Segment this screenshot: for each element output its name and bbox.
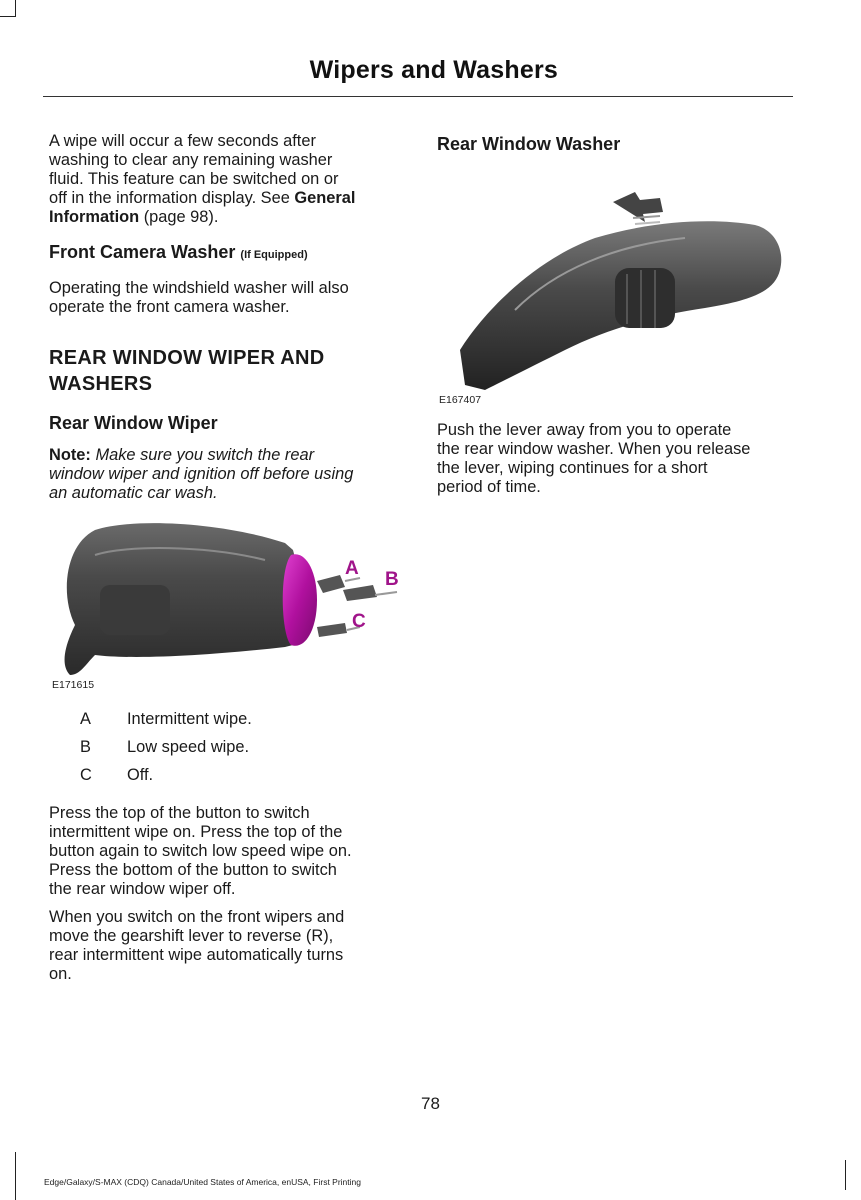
front-camera-washer-heading: Front Camera Washer (If Equipped) [49,242,308,262]
rear-window-washer-heading: Rear Window Washer [437,134,621,154]
stalk-ridge [100,585,170,635]
rear-wiper-button-illustration [55,515,405,685]
label-a: A [345,558,359,579]
crop-mark [15,1152,16,1200]
push-arrow-icon [613,192,663,224]
crop-mark [0,16,16,17]
rear-window-wiper-heading: Rear Window Wiper [49,413,218,433]
lever-ring [615,268,675,328]
front-camera-washer-text: Operating the windshield washer will also operate the front camera washer. [49,279,349,316]
header-divider [43,96,793,97]
general-information-link[interactable]: General [294,189,356,207]
page-title: Wipers and Washers [309,56,558,84]
stalk-shape [65,523,299,675]
section-heading: REAR WINDOW WIPER AND WASHERS [49,347,325,395]
page-number: 78 [421,1094,440,1113]
if-equipped-qualifier: (If Equipped) [240,249,308,261]
note-label: Note: [49,446,91,464]
button-instructions-paragraph: Press the top of the button to switch intermittent wipe on. Press the top of the button again to switch low speed wipe on. Press the bottom of the button to switch the rear window wiper off. [49,804,352,898]
rear-wiper-button [283,554,317,646]
figure-id: E167407 [439,394,482,406]
intro-paragraph: A wipe will occur a few seconds after washing to clear any remaining washer fluid. This feature can be switched on or off in the information display. See General Information (page 98). [49,132,356,226]
crop-mark [845,1160,846,1190]
label-c: C [352,611,366,632]
general-information-link-cont[interactable]: Information [49,208,140,226]
figure-id: E171615 [52,679,95,691]
rear-washer-lever-illustration [455,190,790,390]
label-b: B [385,569,399,590]
crop-mark [15,0,16,16]
reverse-wipe-paragraph: When you switch on the front wipers and move the gearshift lever to reverse (R), rear intermittent wipe automatically turns on. [49,908,345,983]
washer-instructions-paragraph: Push the lever away from you to operate the rear window washer. When you release the lever, wiping continues for a short period of time. [437,421,751,496]
left-column [49,132,401,503]
footer-text: Edge/Galaxy/S-MAX (CDQ) Canada/United States of America, enUSA, First Printing [44,1177,361,1187]
note: Note: Make sure you switch the rear window wiper and ignition off before using an automatic car wash. [49,446,354,502]
right-column [437,132,789,155]
